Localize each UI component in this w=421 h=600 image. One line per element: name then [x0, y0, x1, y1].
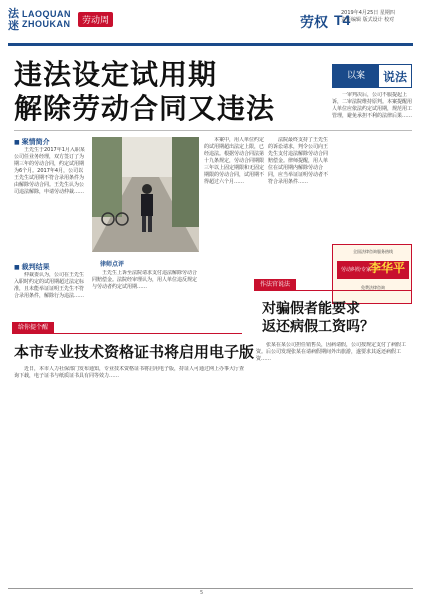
case-intro-heading: ■ 案情简介 [14, 137, 50, 147]
story-2-headline: 本市专业技术资格证书将启用电子版 [14, 343, 255, 361]
footer-divider [8, 588, 413, 589]
masthead [8, 8, 413, 46]
feature-badge-right: 说法 [382, 70, 407, 84]
story-2-body: 近日，本市人力社保部门发布通知，专业技术资格证书将启用电子版，持证人可通过网上办事大厅查询下载，电子证书与纸质证书具有同等效力…… [14, 366, 244, 379]
case-intro-body: 王先生于2017年1月入职某公司任业务经理，双方签订了为期三年的劳动合同，约定试用期为6个月。2017年4月，公司以王先生试用期不符合录用条件为由解除劳动合同。王先生认为公司违法解除，申请劳动仲裁…… [14, 147, 85, 195]
page-number: T4 [334, 12, 351, 28]
column-3-body: 本案中，用人单位约定的试用期超出法定上限，已经违法。根据劳动合同法第十九条规定，劳动合同期限三年以上固定期限和无固定期限的劳动合同，试用期不得超过六个月…… [204, 137, 264, 185]
footer-page-number: 5 [200, 590, 204, 596]
story-2-band: 给你提个醒 [12, 322, 54, 333]
brand-cn-logo: 法 迷 [8, 7, 19, 32]
column-5-body: 一审判决后，公司不服提起上诉，二审法院维持原判。本案提醒用人单位应依法约定试用期，规范用工管理，避免承担不利的法律后果…… [332, 92, 412, 119]
story-3-headline: 对骗假者能要求 返还病假工资吗？ [262, 301, 374, 335]
ad-banner: 劳动纠纷专家 [337, 261, 409, 279]
ad-bottom-text: 免费法律咨询 [361, 285, 385, 290]
feature-badge-left: 以案 [333, 65, 379, 87]
story-3-band-rule [254, 290, 412, 291]
ad-lawyer-name: 李华平 [368, 261, 405, 275]
main-headline: 违法设定试用期 解除劳动合同又违法 [14, 58, 276, 125]
news-photo [92, 137, 199, 252]
column-2-body: 王先生上诉至法院请求支付违法解除劳动合同赔偿金。法院经审理认为，用人单位违反规定与劳动者约定试用期…… [92, 270, 198, 290]
brand-tag: 劳动周 [78, 12, 113, 27]
section-title: 劳权 [300, 15, 328, 31]
brand-en-logo: LAOQUAN ZHOUKAN [22, 9, 71, 29]
case-intro-body-2: 仲裁委认为，公司在王先生入职时约定的试用期超过法定标准，且未能举证证明王先生不符合录用条件，解除行为违法…… [14, 272, 85, 299]
column-4-body: 法院最终支持了王先生的诉讼请求，判令公司向王先生支付违法解除劳动合同赔偿金。律师提醒，用人单位在试用期内解除劳动合同，应当举证证明劳动者不符合录用条件…… [268, 137, 328, 185]
feature-badge [332, 64, 412, 88]
lawyer-ad [332, 244, 412, 304]
story-3-body: 张某在某公司担任销售员，因病请假，公司按规定支付了病假工资。后公司发现张某在请病假期间外出旅游，遂要求其返还病假工资…… [256, 342, 407, 362]
verdict-heading: ■ 裁判结果 [14, 262, 50, 272]
story-2-band-rule [12, 333, 242, 334]
ad-top-text: 全国法律咨询服务热线 [353, 249, 393, 254]
lawyer-comment-heading: 律师点评 [100, 261, 125, 268]
issue-meta: 2019年4月25日 星期四 责任编辑 版式设计 校对 [341, 10, 395, 23]
story-3-band: 作法官说法 [254, 279, 296, 290]
